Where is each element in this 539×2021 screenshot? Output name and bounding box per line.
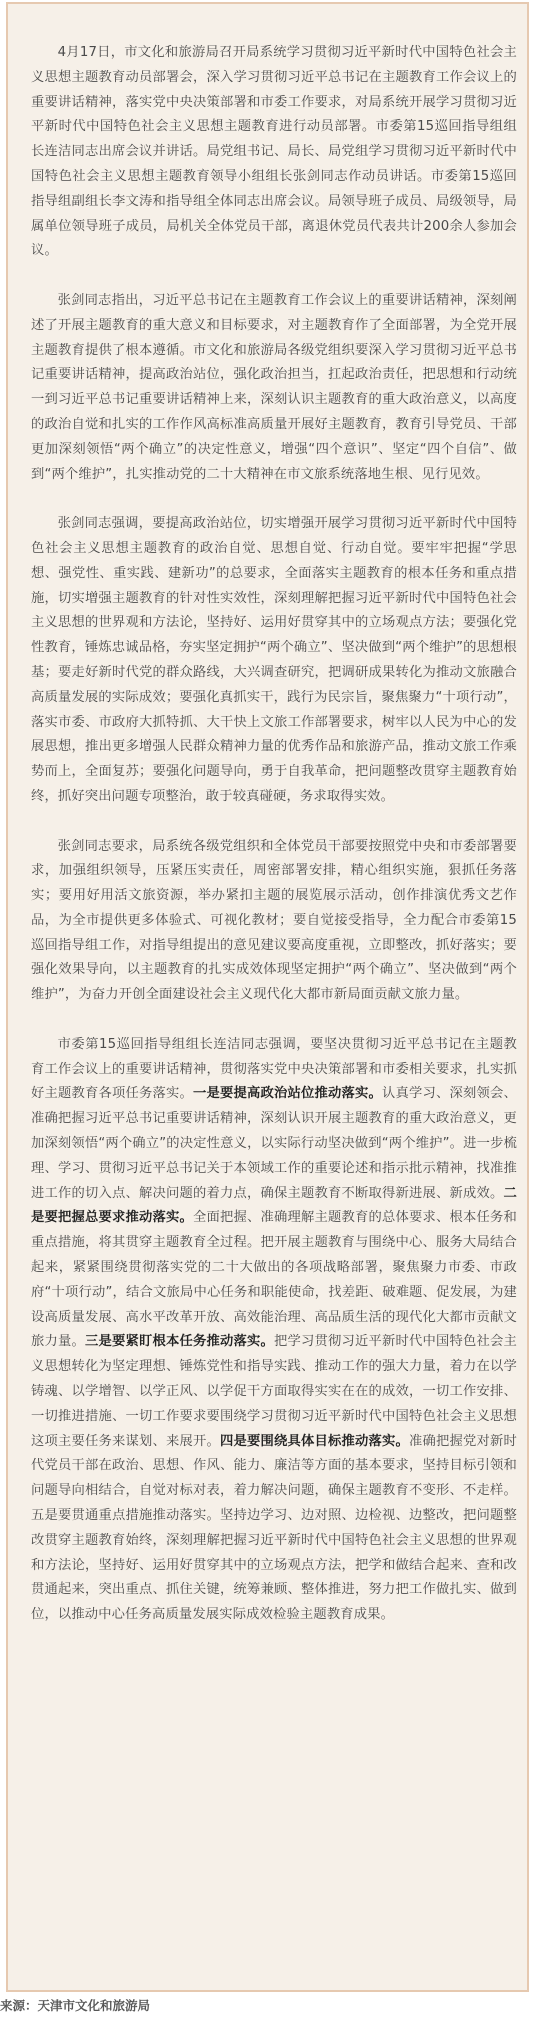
paragraph-2: 张剑同志指出，习近平总书记在主题教育工作会议上的重要讲话精神，深刻阐述了开展主题教育的重大意义和目标要求，对主题教育作了全面部署，为全党开展主题教育提供了根本遵循。市文化和旅游局各级党组织要深入学习贯彻习近平总书记重要讲话精神，提高政治站位，强化政治担当，扛起政治责任，把思想和行动统一到习近平总书记重要讲话精神上来，深刻认识主题教育的重大政治意义，以高度的政治自觉和扎实的工作作风高标准高质量开展好主题教育，教育引导党员、干部更加深刻领悟“两个确立”的决定性意义，增强“四个意识”、坚定“四个自信”、做到“两个维护”，扎实推动党的二十大精神在市文旅系统落地生根、见行见效。: [31, 292, 517, 482]
paragraph-1: 4月17日，市文化和旅游局召开局系统学习贯彻习近平新时代中国特色社会主义思想主题教育动员部署会，深入学习贯彻习近平总书记在主题教育工作会议上的重要讲话精神，落实党中央决策部署和市委工作要求，对局系统开展学习贯彻习近平新时代中国特色社会主义思想主题教育进行动员部署。市委第15巡回指导组组长连洁同志出席会议并讲话。局党组书记、局长、局党组学习贯彻习近平新时代中国特色社会主义思想主题教育领导小组组长张剑同志作动员讲话。市委第15巡回指导组副组长李文涛和指导组全体同志出席会议。局领导班子成员、局级领导，局属单位领导班子成员，局机关全体党员干部，离退休党员代表共计200余人参加会议。: [31, 45, 517, 259]
paragraph-4: 张剑同志要求，局系统各级党组织和全体党员干部要按照党中央和市委部署要求，加强组织领导，压紧压实责任，周密部署安排，精心组织实施，狠抓任务落实；要用好用活文旅资源，举办紧扣主题的展览展示活动，创作排演优秀文艺作品，为全市提供更多体验式、可视化教材；要自觉接受指导，全力配合市委第15巡回指导组工作，对指导组提出的意见建议要高度重视，立即整改，抓好落实；要强化效果导向，以主题教育的扎实成效体现坚定拥护“两个确立”、坚决做到“两个维护”，为奋力开创全面建设社会主义现代化大都市新局面贡献文旅力量。: [31, 838, 517, 1003]
point-3-text: 把学习贯彻习近平新时代中国特色社会主义思想转化为坚定理想、锤炼党性和指导实践、推动工作的强大力量，着力在以学铸魂、以学增智、以学正风、以学促干方面取得实实在在的成效，一切工作安排、一切推进措施、一切工作要求要围绕学习贯彻习近平新时代中国特色社会主义思想这项主要任务来谋划、来展开。: [31, 1334, 517, 1449]
source-credit: 来源：天津市文化和旅游局: [0, 1998, 151, 2013]
paragraph-3: 张剑同志强调，要提高政治站位，切实增强开展学习贯彻习近平新时代中国特色社会主义思想主题教育的政治自觉、思想自觉、行动自觉。要牢牢把握“学思想、强党性、重实践、建新功”的总要求，全面落实主题教育的根本任务和重点措施，切实增强主题教育的针对性实效性，深刻理解把握习近平新时代中国特色社会主义思想的世界观和方法论，坚持好、运用好贯穿其中的立场观点方法；要强化党性教育，锤炼忠诚品格，夯实坚定拥护“两个确立”、坚决做到“两个维护”的思想根基；要走好新时代党的群众路线，大兴调查研究，把调研成果转化为推动文旅融合高质量发展的实际成效；要强化真抓实干，践行为民宗旨，聚焦聚力“十项行动”，落实市委、市政府大抓特抓、大干快上文旅工作部署要求，树牢以人民为中心的发展思想，推出更多增强人民群众精神力量的优秀作品和旅游产品，推动文旅工作乘势而上，全面复苏；要强化问题导向，勇于自我革命，把问题整改贯穿主题教育始终，抓好突出问题专项整治，敢于较真碰硬，务求取得实效。: [31, 516, 517, 804]
point-1-heading: 一是要提高政治站位推动落实。: [193, 1086, 383, 1102]
point-3-heading: 三是要紧盯根本任务推动落实。: [85, 1334, 275, 1350]
article-body: [31, 41, 517, 1653]
point-2-text: 全面把握、准确理解主题教育的总体要求、根本任务和重点措施，将其贯穿主题教育全过程。把开展主题教育与围绕中心、服务大局结合起来，紧紧围绕贯彻落实党的二十大做出的各项战略部署，聚焦聚力市委、市政府“十项行动”，结合文旅局中心任务和职能使命，找差距、破难题、促发展，为建设高质量发展、高水平改革开放、高效能治理、高品质生活的现代化大都市贡献文旅力量。: [31, 1210, 517, 1350]
article-card: [6, 2, 529, 1992]
paragraph-5: [31, 1033, 517, 1628]
point-4-text: 准确把握党对新时代党员干部在政治、思想、作风、能力、廉洁等方面的基本要求，坚持目标引领和问题导向相结合，自觉对标对表，着力解决问题，确保主题教育不变形、不走样。五是要贯通重点措施推动落实。坚持边学习、边对照、边检视、边整改，把问题整改贯穿主题教育始终，深刻理解把握习近平新时代中国特色社会主义思想的世界观和方法论，坚持好、运用好贯穿其中的立场观点方法，把学和做结合起来、查和改贯通起来，突出重点、抓住关键，统筹兼顾、整体推进，努力把工作做扎实、做到位，以推动中心任务高质量发展实际成效检验主题教育成果。: [31, 1433, 517, 1623]
point-1-text: 认真学习、深刻领会、准确把握习近平总书记重要讲话精神，深刻认识开展主题教育的重大政治意义，更加深刻领悟“两个确立”的决定性意义，以实际行动坚决做到“两个维护”。进一步梳理、学习、贯彻习近平总书记关于本领域工作的重要论述和指示批示精神，找准推进工作的切入点、解决问题的着力点，确保主题教育不断取得新进展、新成效。: [31, 1086, 517, 1201]
point-4-heading: 四是要围绕具体目标推动落实。: [220, 1433, 410, 1449]
paragraph-5-intro: 市委第15巡回指导组组长连洁同志强调，要坚决贯彻习近平总书记在主题教育工作会议上的重要讲话精神，贯彻落实党中央决策部署和市委相关要求，扎实抓好主题教育各项任务落实。: [31, 1036, 517, 1102]
point-2-heading: 二是要把握总要求推动落实。: [31, 1185, 517, 1226]
